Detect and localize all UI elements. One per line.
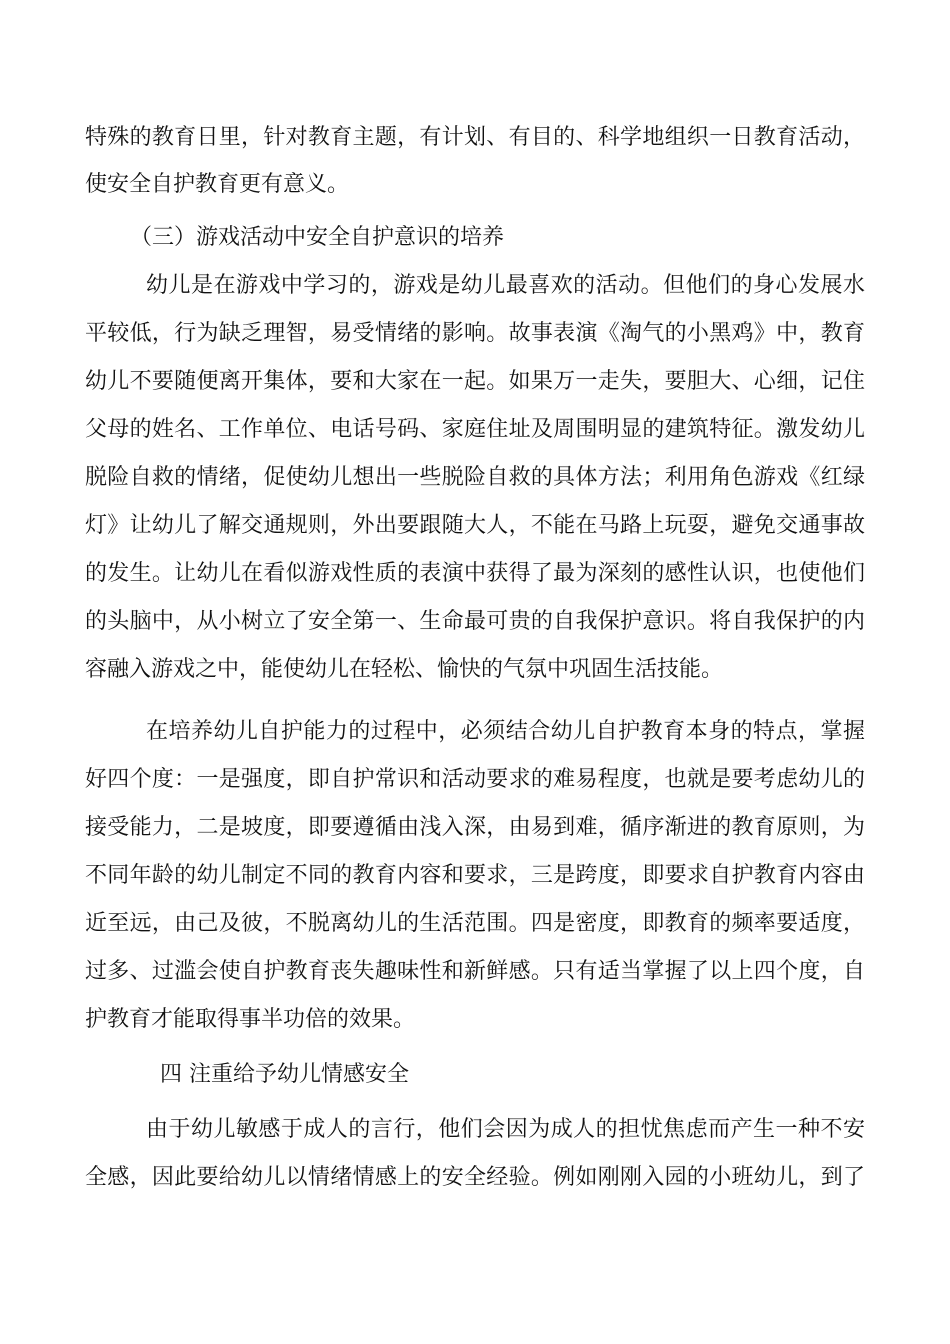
text-line: 使安全自护教育更有意义。	[85, 172, 350, 197]
text-line: 全感，因此要给幼儿以情绪情感上的安全经验。例如刚刚入园的小班幼儿，到了	[85, 1165, 865, 1190]
text-line: 护教育才能取得事半功倍的效果。	[85, 1007, 416, 1032]
paragraph-first-line: 幼儿是在游戏中学习的，游戏是幼儿最喜欢的活动。但他们的身心发展水	[146, 273, 865, 298]
text-line: 脱险自救的情绪，促使幼儿想出一些脱险自救的具体方法；利用角色游戏《红绿	[85, 465, 865, 490]
text-line: 特殊的教育日里，针对教育主题，有计划、有目的、科学地组织一日教育活动，	[85, 125, 865, 150]
paragraph-first-line: 由于幼儿敏感于成人的言行，他们会因为成人的担忧焦虑而产生一种不安	[146, 1117, 865, 1142]
text-line: 父母的姓名、工作单位、电话号码、家庭住址及周围明显的建筑特征。激发幼儿	[85, 417, 865, 442]
text-line: 的发生。让幼儿在看似游戏性质的表演中获得了最为深刻的感性认识，也使他们	[85, 561, 865, 586]
text-line: 容融入游戏之中，能使幼儿在轻松、愉快的气氛中巩固生活技能。	[85, 657, 724, 682]
text-line: 好四个度：一是强度，即自护常识和活动要求的难易程度，也就是要考虑幼儿的	[85, 767, 865, 792]
text-line: 幼儿不要随便离开集体，要和大家在一起。如果万一走失，要胆大、心细，记住	[85, 369, 865, 394]
section-heading: （三）游戏活动中安全自护意识的培养	[130, 225, 505, 250]
text-line: 过多、过滥会使自护教育丧失趣味性和新鲜感。只有适当掌握了以上四个度，自	[85, 959, 865, 984]
text-line: 接受能力，二是坡度，即要遵循由浅入深，由易到难，循序渐进的教育原则，为	[85, 815, 865, 840]
paragraph-first-line: 在培养幼儿自护能力的过程中，必须结合幼儿自护教育本身的特点，掌握	[146, 719, 865, 744]
text-line: 不同年龄的幼儿制定不同的教育内容和要求，三是跨度，即要求自护教育内容由	[85, 863, 865, 888]
text-line: 灯》让幼儿了解交通规则，外出要跟随大人，不能在马路上玩耍，避免交通事故	[85, 513, 865, 538]
text-line: 的头脑中，从小树立了安全第一、生命最可贵的自我保护意识。将自我保护的内	[85, 609, 865, 634]
text-line: 平较低，行为缺乏理智，易受情绪的影响。故事表演《淘气的小黑鸡》中，教育	[85, 321, 865, 346]
section-heading: 四 注重给予幼儿情感安全	[160, 1062, 409, 1087]
text-line: 近至远，由己及彼，不脱离幼儿的生活范围。四是密度，即教育的频率要适度，	[85, 911, 865, 936]
